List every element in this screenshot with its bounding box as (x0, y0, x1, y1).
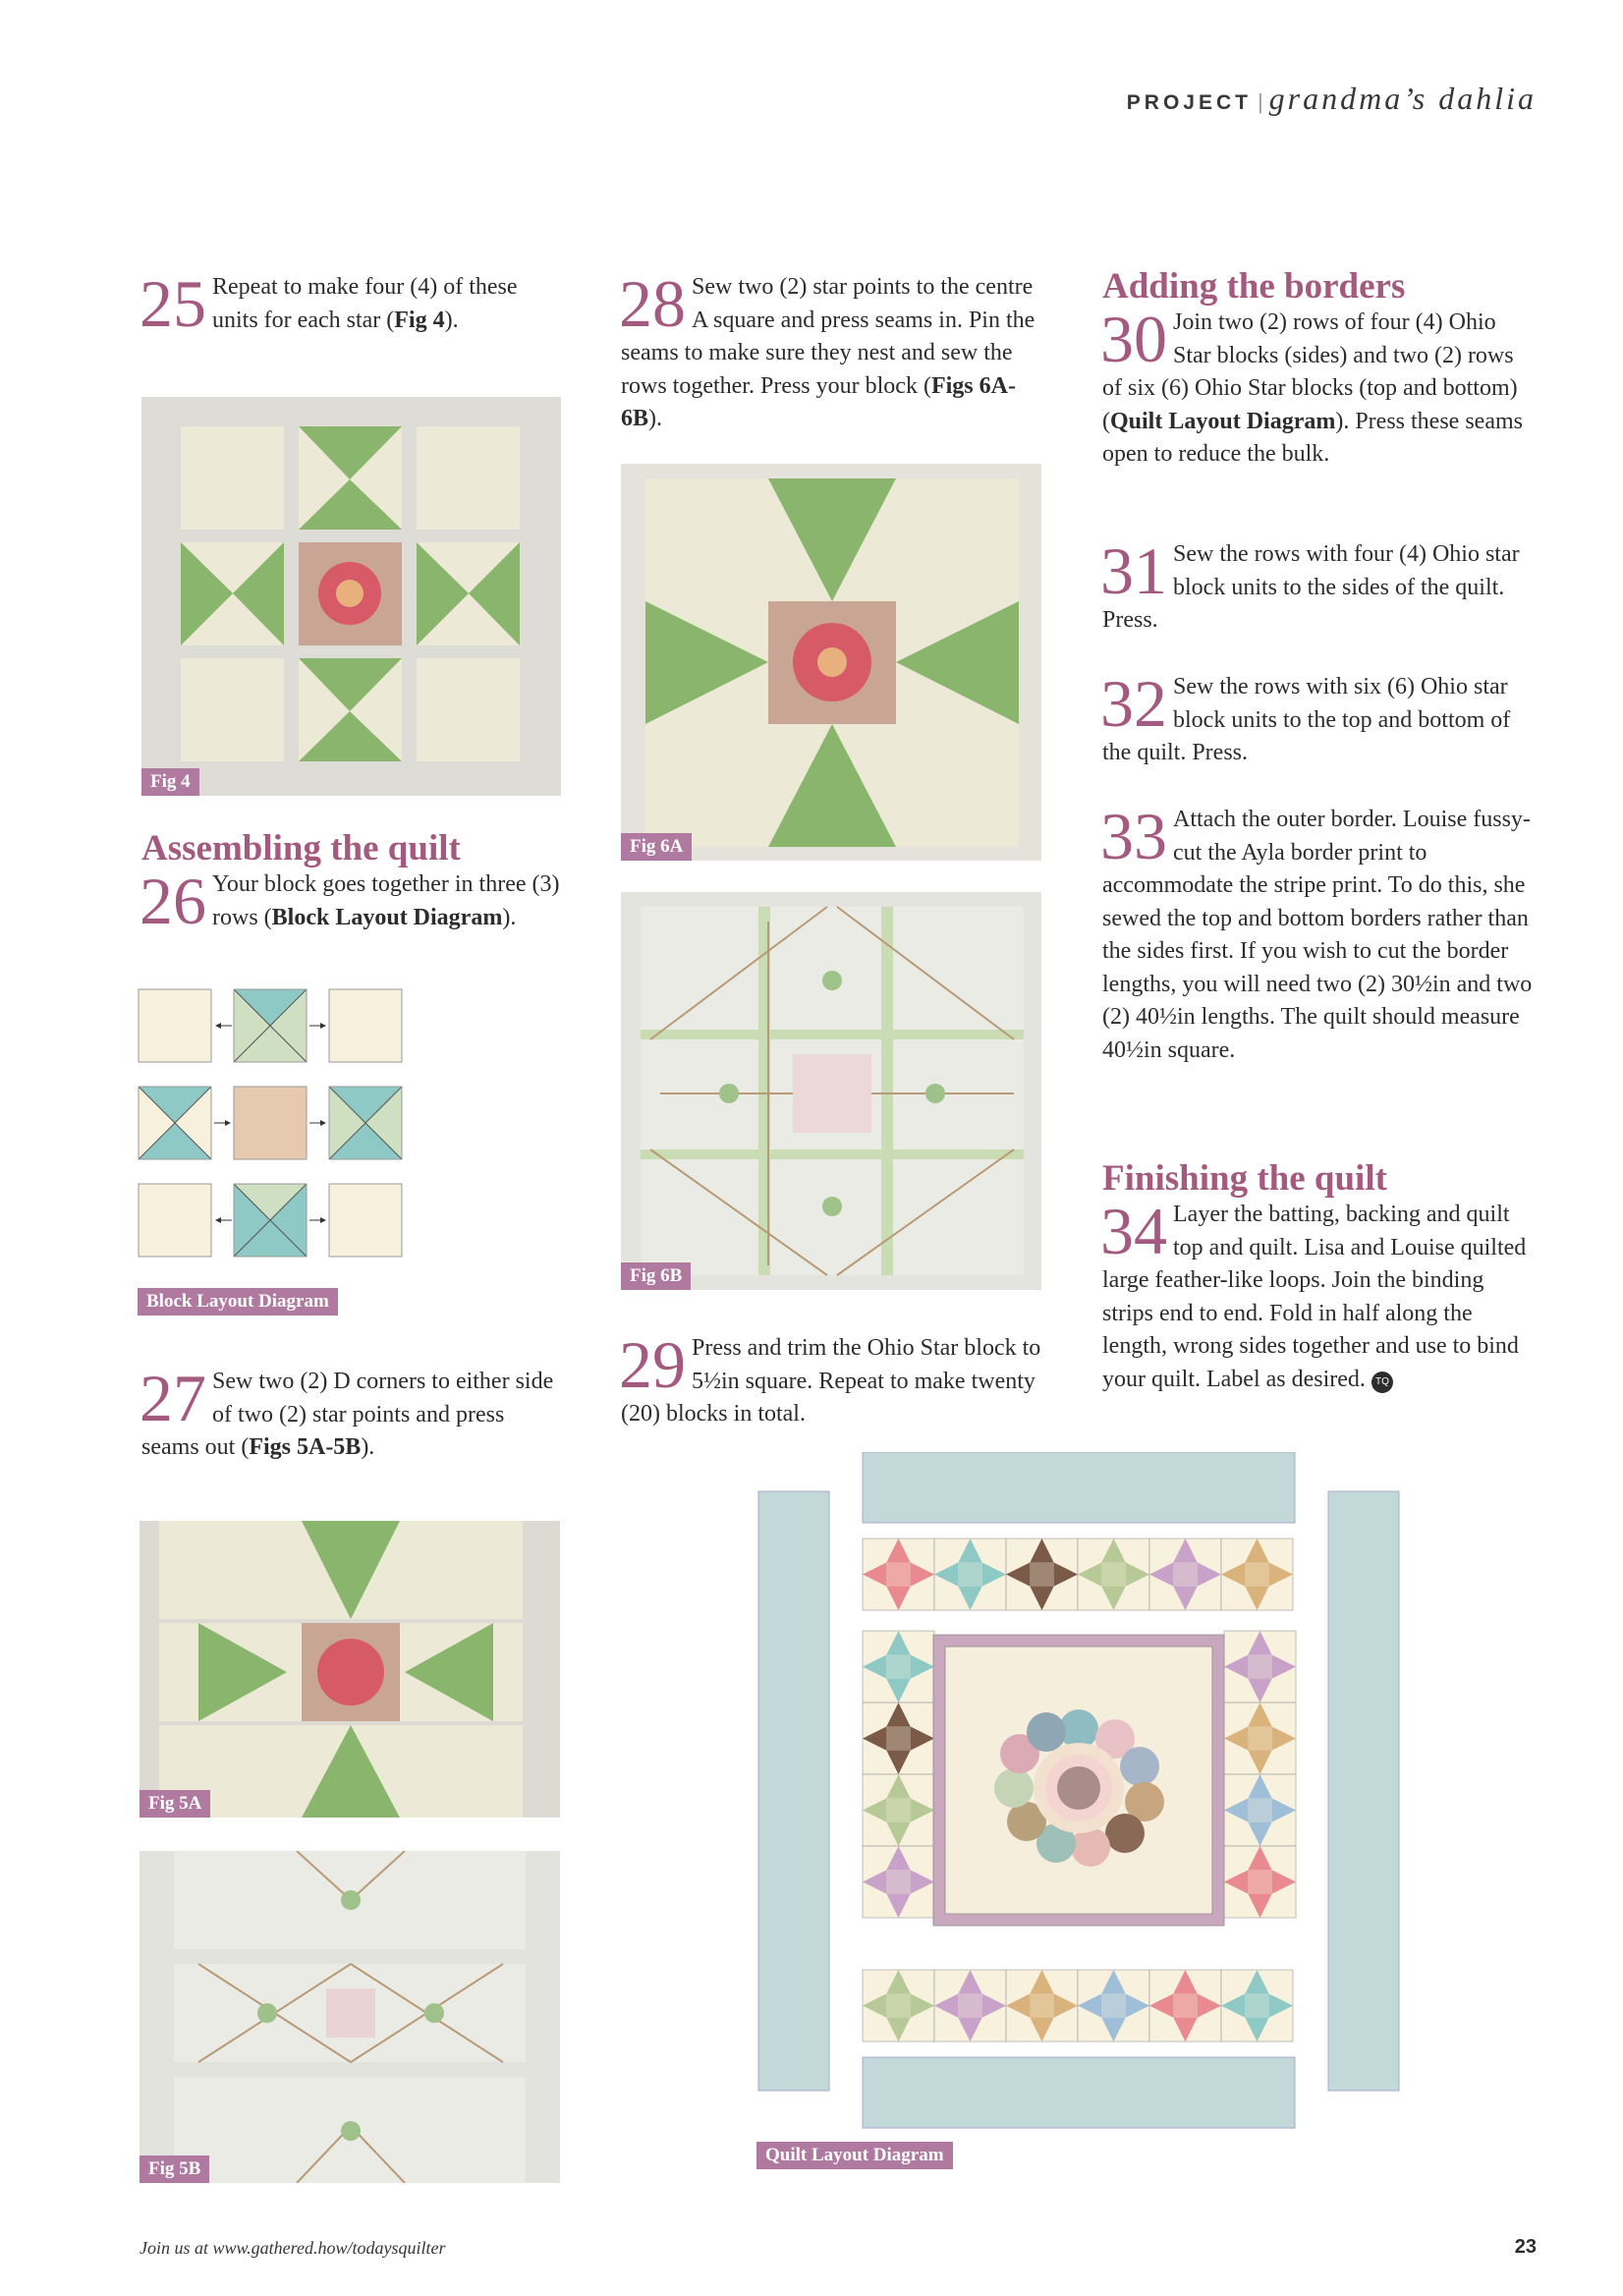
footer-website: Join us at www.gathered.how/todaysquilter (140, 2238, 446, 2258)
fig5b-photo (140, 1851, 560, 2183)
assembling-section (140, 828, 574, 938)
running-header (1127, 81, 1537, 117)
left-star-column (863, 1631, 934, 1918)
step-number: 33 (1100, 799, 1167, 873)
step-figure-ref: Figs 5A-5B (249, 1434, 362, 1460)
top-star-row (863, 1539, 1293, 1610)
fig6b-image (621, 892, 1041, 1290)
step-figure-ref: Fig 4 (394, 307, 445, 333)
step-number: 26 (140, 864, 206, 938)
step-28 (619, 266, 1043, 436)
page-number: 23 (1514, 2236, 1537, 2258)
quilt-layout-diagram (756, 1452, 1401, 2130)
step-text: Sew the rows with four (4) Ohio star block units to the sides of the quilt. Press. (1102, 541, 1520, 633)
step-text-tail: ). (361, 1434, 375, 1460)
quilt-layout-graphic (756, 1452, 1401, 2130)
step-number: 34 (1100, 1194, 1167, 1268)
header-project-title: grandma’s dahlia (1268, 81, 1537, 116)
step-text: Layer the batting, backing and quilt top and quilt. Lisa and Louise quilted large feather-like loops. Join the binding strips end to end. Fold in half along the length, wrong sides together and use to bind your quilt. Label as desired. (1102, 1202, 1527, 1392)
step-text: Sew two (2) D corners to either side of two (2) star points and press seams out ( (141, 1369, 554, 1460)
step-text: Repeat to make four (4) of these units for each star ( (212, 274, 518, 333)
step-text-tail: ). (502, 904, 517, 930)
step-31 (1100, 533, 1535, 638)
step-number: 32 (1100, 666, 1167, 741)
quilt-layout-caption: Quilt Layout Diagram (756, 2142, 953, 2169)
fig6b-photo (621, 892, 1041, 1290)
finishing-section (1102, 1159, 1535, 1396)
step-33 (1100, 799, 1535, 1067)
step-figure-ref: Block Layout Diagram (271, 904, 503, 930)
fig4-photo (141, 397, 561, 796)
fig5a-caption: Fig 5A (140, 1790, 210, 1818)
bottom-star-row (863, 1970, 1293, 2042)
step-number: 25 (140, 266, 206, 341)
step-26 (140, 864, 574, 938)
step-number: 27 (140, 1361, 206, 1435)
header-section-label: PROJECT (1126, 91, 1252, 114)
fig4-image (141, 397, 561, 796)
step-number: 29 (619, 1327, 686, 1402)
fig4-caption: Fig 4 (141, 768, 199, 796)
step-32 (1100, 666, 1535, 770)
block-layout-diagram (138, 988, 413, 1261)
end-mark-icon: TQ (1371, 1372, 1393, 1393)
fig5b-image (140, 1851, 560, 2183)
step-number: 30 (1100, 302, 1167, 376)
block-layout-graphic (138, 988, 413, 1261)
step-27 (140, 1361, 564, 1465)
step-text: Attach the outer border. Louise fussy-cut the Ayla border print to accommodate the stripe print. To do this, she sewed the top and bottom borders rather than the sides first. If you wish to cut the border lengths, you will need two (2) 30½in and two (2) 40½in lengths. The quilt should measure 40½in square. (1102, 807, 1533, 1063)
section-heading-assembling: Assembling the quilt (141, 828, 461, 868)
header-separator: | (1257, 89, 1263, 114)
step-text: Join two (2) rows of four (4) Ohio Star blocks (sides) and two (2) rows of six (6) Ohio Star blocks (top and bottom) ( (1102, 309, 1518, 434)
step-text: Press and trim the Ohio Star block to 5½in square. Repeat to make twenty (20) blocks in total. (621, 1335, 1041, 1427)
fig5b-caption: Fig 5B (140, 2156, 209, 2183)
step-29 (619, 1327, 1043, 1431)
fig6b-caption: Fig 6B (621, 1262, 691, 1290)
step-text: Sew two (2) star points to the centre A square and press seams in. Pin the seams to make sure they nest and sew the rows together. Press your block ( (621, 274, 1035, 399)
borders-section (1102, 267, 1535, 472)
step-text-tail: ). Press these seams open to reduce the bulk. (1102, 408, 1523, 467)
step-number: 28 (619, 266, 686, 341)
step-figure-ref: Quilt Layout Diagram (1110, 408, 1336, 434)
fig6a-photo (621, 464, 1041, 861)
step-figure-ref: Figs 6A-6B (621, 372, 1016, 431)
fig6a-image (621, 464, 1041, 861)
step-number: 31 (1100, 533, 1167, 608)
step-30 (1100, 302, 1535, 472)
step-34 (1100, 1194, 1535, 1396)
fig6a-caption: Fig 6A (621, 833, 692, 861)
step-text: Sew the rows with six (6) Ohio star block units to the top and bottom of the quilt. Press. (1102, 674, 1511, 765)
section-heading-finishing: Finishing the quilt (1102, 1158, 1387, 1199)
fig5a-image (140, 1521, 560, 1818)
right-star-column (1224, 1631, 1296, 1918)
step-text: Your block goes together in three (3) rows ( (212, 871, 560, 930)
fig5a-photo (140, 1521, 560, 1818)
section-heading-borders: Adding the borders (1102, 266, 1406, 307)
step-25 (140, 266, 564, 341)
block-layout-caption: Block Layout Diagram (138, 1288, 338, 1316)
step-text-tail: ). (648, 406, 663, 431)
step-text-tail: ). (444, 307, 459, 333)
